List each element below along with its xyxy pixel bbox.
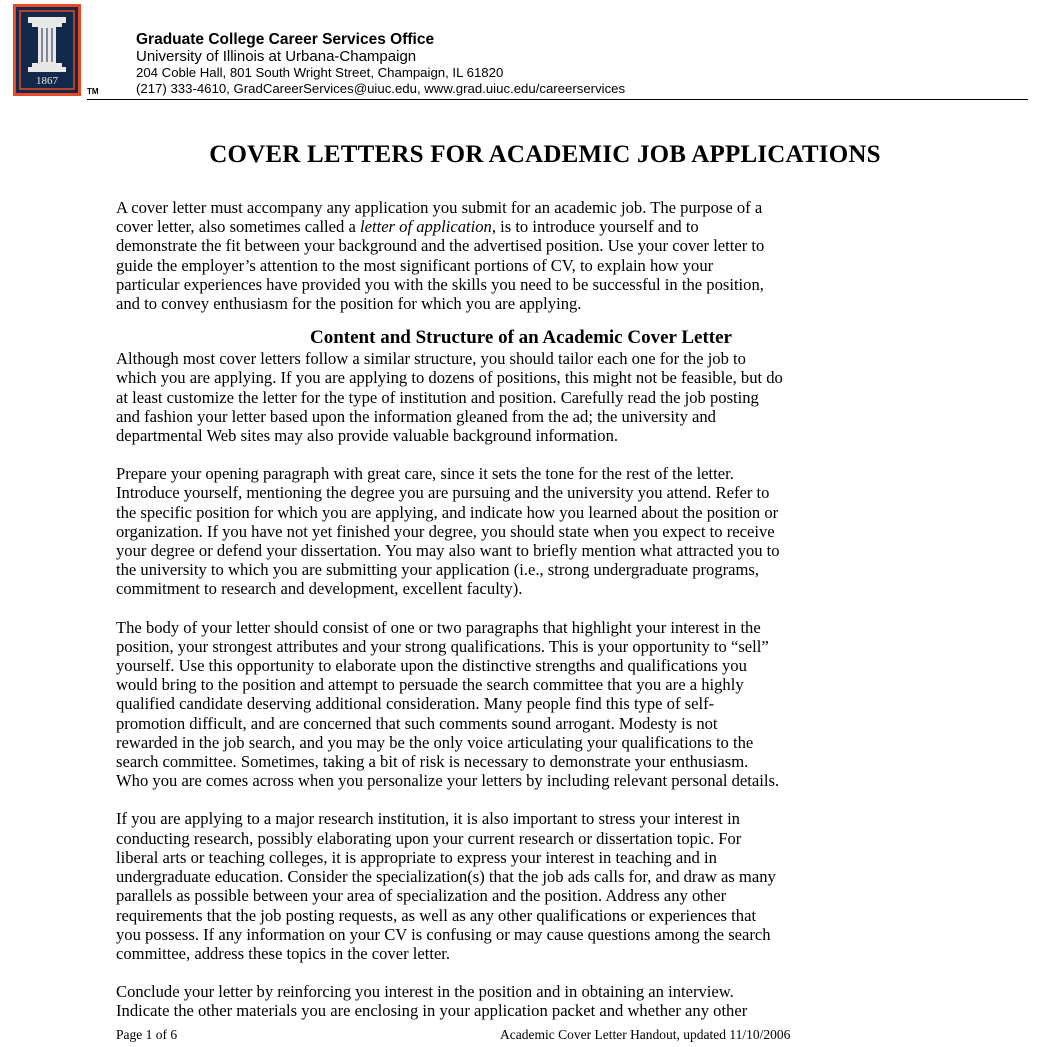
text-line: your degree or defend your dissertation. You may also want to briefly mention what attracted you to bbox=[116, 541, 780, 561]
footer-document-info: Academic Cover Letter Handout, updated 11/10/2006 bbox=[500, 1027, 791, 1042]
text-line: would bring to the position and attempt to persuade the search committee that you are a highly bbox=[116, 675, 744, 695]
text-line: qualified candidate deserving additional consideration. Many people find this type of self- bbox=[116, 694, 715, 714]
document-body bbox=[116, 198, 986, 1021]
section-heading: Content and Structure of an Academic Cover Letter bbox=[310, 327, 732, 349]
italic-term: letter of application bbox=[360, 217, 492, 237]
text-line: conducting research, possibly elaborating upon your current research or dissertation topic. For bbox=[116, 828, 742, 848]
page-number: Page 1 of 6 bbox=[116, 1027, 178, 1042]
paragraph-opening bbox=[116, 464, 986, 598]
text-line: Indicate the other materials you are enclosing in your application packet and whether any other bbox=[116, 1001, 748, 1021]
text-line: organization. If you have not yet finished your degree, you should state when you expect to receive bbox=[116, 521, 775, 541]
text-line: Who you are comes across when you personalize your letters by including relevant personal details. bbox=[116, 771, 780, 791]
letterhead bbox=[136, 31, 625, 97]
column-emblem-icon bbox=[16, 7, 78, 93]
text-line: guide the employer’s attention to the most significant portions of CV, to explain how your bbox=[116, 255, 714, 275]
text-line: which you are applying. If you are applying to dozens of positions, this might not be feasible, but do bbox=[116, 368, 783, 388]
text-line: A cover letter must accompany any application you submit for an academic job. The purpose of a bbox=[116, 198, 763, 217]
text-line: the university to which you are submitting your application (i.e., strong undergraduate programs, bbox=[116, 560, 760, 580]
text-line: undergraduate education. Consider the specialization(s) that the job ads calls for, and draw as many bbox=[116, 867, 776, 887]
text-line: and to convey enthusiasm for the position for which you are applying. bbox=[116, 294, 582, 314]
text-line: If you are applying to a major research institution, it is also important to stress your interest in bbox=[116, 809, 740, 829]
office-address: 204 Coble Hall, 801 South Wright Street, Champaign, IL 61820 bbox=[136, 65, 504, 80]
university-name: University of Illinois at Urbana-Champaign bbox=[136, 48, 417, 65]
text-line: Although most cover letters follow a similar structure, you should tailor each one for the job to bbox=[116, 349, 746, 369]
paragraph-research bbox=[116, 809, 986, 963]
text-line: promotion difficult, and are concerned that such comments sound arrogant. Modesty is not bbox=[116, 713, 718, 733]
page-title: COVER LETTERS FOR ACADEMIC JOB APPLICATIONS bbox=[209, 141, 881, 168]
text-line: position, your strongest attributes and your strong qualifications. This is your opportunity to “sell” bbox=[116, 636, 769, 656]
text-line: search committee. Sometimes, taking a bit of risk is necessary to demonstrate your enthusiasm. bbox=[116, 752, 749, 772]
paragraph-body bbox=[116, 618, 986, 791]
text-span: , is to introduce yourself and to bbox=[491, 217, 699, 237]
paragraph-tailoring bbox=[116, 349, 986, 445]
text-line: the specific position for which you are applying, and indicate how you learned about the position or bbox=[116, 502, 779, 522]
text-line: commitment to research and development, excellent faculty). bbox=[116, 579, 523, 599]
text-line: demonstrate the fit between your background and the advertised position. Use your cover letter to bbox=[116, 236, 765, 256]
text-line: liberal arts or teaching colleges, it is appropriate to express your interest in teaching and in bbox=[116, 847, 717, 867]
text-line: you possess. If any information on your CV is confusing or may cause questions among the search bbox=[116, 924, 771, 944]
office-contact: (217) 333-4610, GradCareerServices@uiuc.edu, www.grad.uiuc.edu/careerservices bbox=[136, 81, 626, 96]
text-line: The body of your letter should consist of one or two paragraphs that highlight your interest in the bbox=[116, 617, 761, 637]
text-line: departmental Web sites may also provide valuable background information. bbox=[116, 426, 619, 446]
text-line: particular experiences have provided you with the skills you need to be successful in the position, bbox=[116, 274, 764, 294]
text-line bbox=[116, 217, 986, 236]
university-logo bbox=[13, 4, 81, 96]
text-line: and fashion your letter based upon the information gleaned from the ad; the university and bbox=[116, 406, 716, 426]
text-line: requirements that the job posting requests, as well as any other qualifications or experiences that bbox=[116, 905, 757, 925]
text-line: at least customize the letter for the type of institution and position. Carefully read the job posting bbox=[116, 387, 759, 407]
text-line: rewarded in the job search, and you may be the only voice articulating your qualifications to the bbox=[116, 732, 754, 752]
intro-paragraph bbox=[116, 198, 986, 313]
text-line: Conclude your letter by reinforcing you interest in the position and in obtaining an interview. bbox=[116, 982, 734, 1002]
office-name: Graduate College Career Services Office bbox=[136, 31, 435, 48]
text-line: Prepare your opening paragraph with great care, since it sets the tone for the rest of the letter. bbox=[116, 464, 734, 484]
paragraph-conclusion bbox=[116, 982, 986, 1020]
text-line: yourself. Use this opportunity to elaborate upon the distinctive strengths and qualifications you bbox=[116, 656, 747, 676]
header-divider bbox=[87, 99, 1028, 100]
logo-year: 1867 bbox=[36, 75, 58, 87]
text-span: cover letter, also sometimes called a bbox=[116, 217, 360, 237]
trademark: TM bbox=[87, 87, 99, 96]
text-line: committee, address these topics in the cover letter. bbox=[116, 943, 451, 963]
text-line: Introduce yourself, mentioning the degree you are pursuing and the university you attend. Refer to bbox=[116, 483, 770, 503]
text-line: parallels as possible between your area of specialization and the position. Address any other bbox=[116, 886, 727, 906]
